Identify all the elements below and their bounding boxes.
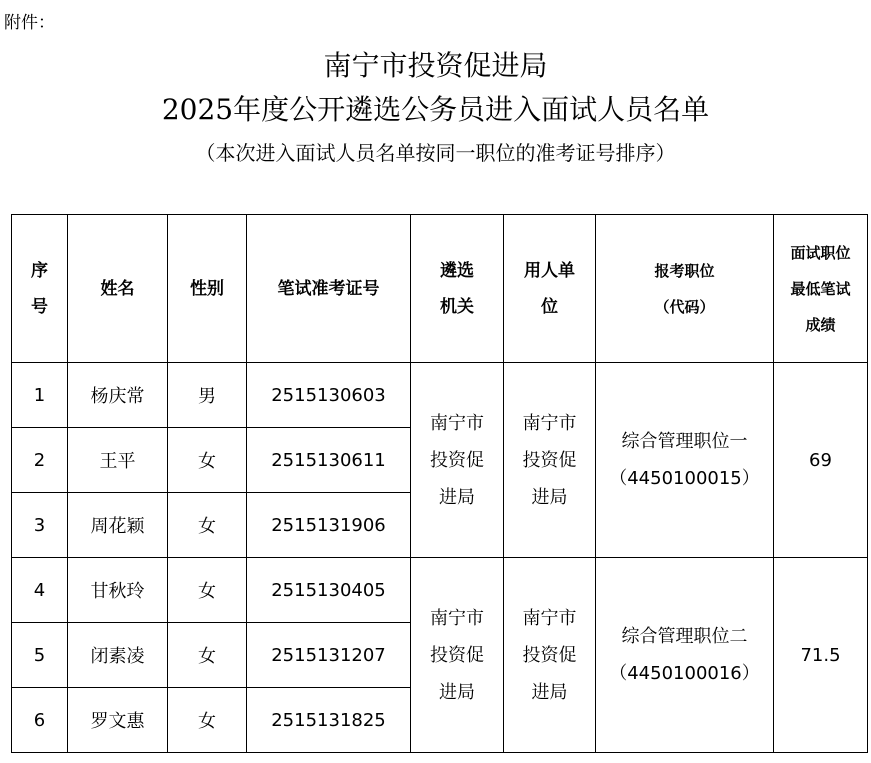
cell-position: 综合管理职位一 （4450100015） — [596, 363, 774, 558]
cell-exam-no: 2515131207 — [247, 623, 411, 688]
header-employer: 用人单 位 — [504, 215, 596, 363]
cell-gender: 女 — [168, 688, 247, 753]
header-seq: 序 号 — [12, 215, 68, 363]
cell-exam-no: 2515131825 — [247, 688, 411, 753]
cell-position: 综合管理职位二 （4450100016） — [596, 558, 774, 753]
candidate-table — [11, 214, 868, 753]
table-row — [12, 363, 868, 428]
cell-gender: 女 — [168, 493, 247, 558]
cell-min-score: 69 — [774, 363, 868, 558]
table-header-row — [12, 215, 868, 363]
cell-name: 周花颖 — [68, 493, 168, 558]
cell-exam-no: 2515131906 — [247, 493, 411, 558]
cell-employer: 南宁市 投资促 进局 — [504, 363, 596, 558]
cell-seq: 3 — [12, 493, 68, 558]
cell-gender: 女 — [168, 428, 247, 493]
header-position: 报考职位 （代码） — [596, 215, 774, 363]
cell-exam-no: 2515130611 — [247, 428, 411, 493]
cell-gender: 男 — [168, 363, 247, 428]
attachment-label: 附件： — [4, 13, 55, 33]
cell-name: 闭素凌 — [68, 623, 168, 688]
cell-name: 王平 — [68, 428, 168, 493]
cell-seq: 1 — [12, 363, 68, 428]
cell-seq: 5 — [12, 623, 68, 688]
header-exam-no: 笔试准考证号 — [247, 215, 411, 363]
header-agency: 遴选 机关 — [411, 215, 504, 363]
cell-agency: 南宁市 投资促 进局 — [411, 558, 504, 753]
cell-name: 甘秋玲 — [68, 558, 168, 623]
header-name: 姓名 — [68, 215, 168, 363]
document-subtitle: （本次进入面试人员名单按同一职位的准考证号排序） — [195, 141, 676, 165]
cell-min-score: 71.5 — [774, 558, 868, 753]
cell-exam-no: 2515130603 — [247, 363, 411, 428]
cell-exam-no: 2515130405 — [247, 558, 411, 623]
cell-agency: 南宁市 投资促 进局 — [411, 363, 504, 558]
cell-seq: 6 — [12, 688, 68, 753]
document-title-line2: 2025年度公开遴选公务员进入面试人员名单 — [161, 93, 710, 126]
cell-name: 罗文惠 — [68, 688, 168, 753]
cell-employer: 南宁市 投资促 进局 — [504, 558, 596, 753]
cell-seq: 4 — [12, 558, 68, 623]
cell-gender: 女 — [168, 558, 247, 623]
cell-name: 杨庆常 — [68, 363, 168, 428]
document-title-line1: 南宁市投资促进局 — [323, 49, 548, 82]
cell-gender: 女 — [168, 623, 247, 688]
cell-seq: 2 — [12, 428, 68, 493]
table-row — [12, 558, 868, 623]
header-gender: 性别 — [168, 215, 247, 363]
header-min-score: 面试职位 最低笔试 成绩 — [774, 215, 868, 363]
